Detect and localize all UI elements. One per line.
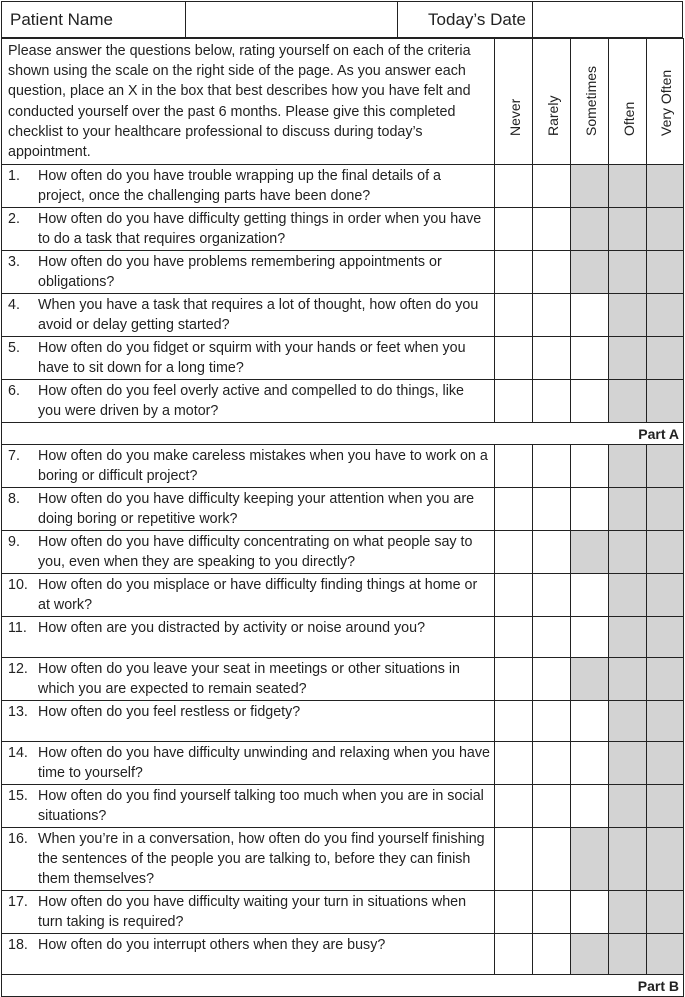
todays-date-label: Today’s Date (398, 2, 533, 37)
answer-box-rarely[interactable] (533, 701, 571, 742)
question-number: 12. (8, 661, 28, 678)
question-row (2, 658, 684, 701)
answer-box-very-often[interactable] (647, 445, 684, 488)
part-b-label: Part B (2, 975, 684, 997)
answer-box-sometimes[interactable] (571, 380, 609, 423)
question-row (2, 531, 684, 574)
question-row (2, 891, 684, 934)
answer-box-rarely[interactable] (533, 165, 571, 208)
answer-box-never[interactable] (495, 488, 533, 531)
answer-box-never[interactable] (495, 208, 533, 251)
question-number: 3. (8, 254, 20, 271)
answer-box-rarely[interactable] (533, 208, 571, 251)
scale-label: Never (506, 98, 523, 137)
answer-box-often[interactable] (609, 617, 647, 658)
scale-often (609, 39, 647, 165)
answer-box-sometimes[interactable] (571, 742, 609, 785)
answer-box-rarely[interactable] (533, 531, 571, 574)
question-text: How often do you leave your seat in meetings or other situations in which you are expected to remain seated? (38, 661, 460, 698)
question-text: How often do you misplace or have difficulty finding things at home or at work? (38, 577, 478, 614)
question-row (2, 488, 684, 531)
question-row (2, 701, 684, 742)
answer-box-very-often[interactable] (647, 531, 684, 574)
question-number: 10. (8, 577, 28, 594)
scale-very-often (647, 39, 684, 165)
question-text: How often are you distracted by activity or noise around you? (38, 620, 426, 637)
answer-box-never[interactable] (495, 658, 533, 701)
question-row (2, 828, 684, 891)
question-number: 7. (8, 448, 20, 465)
question-row (2, 251, 684, 294)
answer-box-very-often[interactable] (647, 165, 684, 208)
question-row (2, 574, 684, 617)
answer-box-sometimes[interactable] (571, 294, 609, 337)
question-cell (2, 488, 495, 531)
question-cell (2, 208, 495, 251)
question-text: How often do you interrupt others when they are busy? (38, 937, 386, 954)
question-row (2, 337, 684, 380)
answer-box-never[interactable] (495, 380, 533, 423)
answer-box-often[interactable] (609, 828, 647, 891)
question-text: How often do you have trouble wrapping up the final details of a project, once the challenging parts have been done? (38, 168, 441, 205)
question-cell (2, 445, 495, 488)
question-text: When you have a task that requires a lot of thought, how often do you avoid or delay getting started? (38, 297, 479, 334)
question-number: 4. (8, 297, 20, 314)
header-row (1, 1, 683, 38)
question-cell (2, 658, 495, 701)
answer-box-often[interactable] (609, 208, 647, 251)
answer-box-sometimes[interactable] (571, 891, 609, 934)
answer-box-often[interactable] (609, 165, 647, 208)
instructions-row (2, 39, 684, 165)
scale-never (495, 39, 533, 165)
scale-label: Very Often (658, 70, 674, 137)
answer-box-never[interactable] (495, 574, 533, 617)
question-number: 5. (8, 340, 20, 357)
answer-box-very-often[interactable] (647, 785, 684, 828)
answer-box-often[interactable] (609, 658, 647, 701)
answer-box-very-often[interactable] (647, 617, 684, 658)
question-number: 15. (8, 788, 28, 805)
scale-sometimes (571, 39, 609, 165)
answer-box-never[interactable] (495, 251, 533, 294)
question-cell (2, 785, 495, 828)
answer-box-never[interactable] (495, 891, 533, 934)
question-number: 1. (8, 168, 20, 185)
scale-label: Sometimes (582, 66, 599, 137)
answer-box-never[interactable] (495, 337, 533, 380)
answer-box-rarely[interactable] (533, 445, 571, 488)
question-number: 14. (8, 745, 28, 762)
part-a-row (2, 423, 684, 445)
answer-box-often[interactable] (609, 294, 647, 337)
answer-box-rarely[interactable] (533, 251, 571, 294)
question-text: How often do you have difficulty concentrating on what people say to you, even when they are speaking to you directly? (38, 534, 473, 571)
question-number: 11. (8, 620, 27, 637)
question-row (2, 165, 684, 208)
answer-box-very-often[interactable] (647, 934, 684, 975)
question-row (2, 208, 684, 251)
answer-box-often[interactable] (609, 701, 647, 742)
answer-box-never[interactable] (495, 165, 533, 208)
answer-box-rarely[interactable] (533, 828, 571, 891)
answer-box-never[interactable] (495, 828, 533, 891)
question-number: 8. (8, 491, 20, 508)
question-text: How often do you find yourself talking too much when you are in social situations? (38, 788, 484, 825)
answer-box-rarely[interactable] (533, 337, 571, 380)
answer-box-often[interactable] (609, 742, 647, 785)
question-number: 13. (8, 704, 28, 721)
question-text: How often do you feel overly active and compelled to do things, like you were driven by a motor? (38, 383, 464, 420)
answer-box-rarely[interactable] (533, 891, 571, 934)
question-cell (2, 701, 495, 742)
answer-box-rarely[interactable] (533, 488, 571, 531)
answer-box-often[interactable] (609, 337, 647, 380)
question-text: How often do you have difficulty waiting your turn in situations when turn taking is required? (38, 894, 467, 931)
question-cell (2, 742, 495, 785)
answer-box-very-often[interactable] (647, 488, 684, 531)
answer-box-often[interactable] (609, 488, 647, 531)
answer-box-never[interactable] (495, 701, 533, 742)
part-b-row (2, 975, 684, 997)
question-row (2, 934, 684, 975)
answer-box-sometimes[interactable] (571, 208, 609, 251)
question-number: 9. (8, 534, 20, 551)
question-table (1, 38, 684, 997)
question-text: How often do you fidget or squirm with your hands or feet when you have to sit down for a long time? (38, 340, 466, 377)
answer-box-sometimes[interactable] (571, 165, 609, 208)
answer-box-very-often[interactable] (647, 208, 684, 251)
answer-box-never[interactable] (495, 742, 533, 785)
answer-box-rarely[interactable] (533, 294, 571, 337)
asrs-checklist (1, 1, 683, 997)
question-cell (2, 574, 495, 617)
question-row (2, 742, 684, 785)
question-row (2, 294, 684, 337)
answer-box-very-often[interactable] (647, 828, 684, 891)
answer-box-very-often[interactable] (647, 658, 684, 701)
question-text: How often do you feel restless or fidgety? (38, 704, 301, 721)
patient-name-field[interactable] (186, 2, 398, 37)
scale-label: Rarely (544, 95, 561, 137)
answer-box-sometimes[interactable] (571, 445, 609, 488)
answer-box-rarely[interactable] (533, 934, 571, 975)
question-cell (2, 380, 495, 423)
question-number: 2. (8, 211, 20, 228)
question-number: 16. (8, 831, 28, 848)
answer-box-sometimes[interactable] (571, 701, 609, 742)
answer-box-sometimes[interactable] (571, 251, 609, 294)
answer-box-sometimes[interactable] (571, 934, 609, 975)
answer-box-very-often[interactable] (647, 574, 684, 617)
answer-box-rarely[interactable] (533, 785, 571, 828)
answer-box-very-often[interactable] (647, 701, 684, 742)
answer-box-sometimes[interactable] (571, 337, 609, 380)
answer-box-often[interactable] (609, 251, 647, 294)
answer-box-very-often[interactable] (647, 251, 684, 294)
answer-box-rarely[interactable] (533, 658, 571, 701)
question-text: How often do you have difficulty keeping your attention when you are doing boring or repetitive work? (38, 491, 475, 528)
answer-box-often[interactable] (609, 934, 647, 975)
question-row (2, 380, 684, 423)
question-text: When you’re in a conversation, how often do you find yourself finishing the sentences of the people you are talking to, before they can finish them themselves? (38, 831, 485, 888)
answer-box-never[interactable] (495, 445, 533, 488)
question-text: How often do you have difficulty getting things in order when you have to do a task that requires organization? (38, 211, 482, 248)
answer-box-often[interactable] (609, 891, 647, 934)
instructions-text: Please answer the questions below, rating yourself on each of the criteria shown using the scale on the right side of the page. As you answer each question, place an X in the box that best describes how you have felt and conducted yourself over the past 6 months. Please give this completed checklist to your healthcare professional to discuss during today’s appointment. (2, 39, 495, 165)
answer-box-never[interactable] (495, 531, 533, 574)
question-text: How often do you make careless mistakes when you have to work on a boring or difficult project? (38, 448, 488, 485)
question-cell (2, 617, 495, 658)
todays-date-field[interactable] (533, 2, 682, 37)
part-a-label: Part A (2, 423, 684, 445)
question-row (2, 617, 684, 658)
question-text: How often do you have difficulty unwinding and relaxing when you have time to yourself? (38, 745, 490, 782)
answer-box-often[interactable] (609, 380, 647, 423)
answer-box-very-often[interactable] (647, 742, 684, 785)
question-number: 18. (8, 937, 28, 954)
question-cell (2, 531, 495, 574)
answer-box-sometimes[interactable] (571, 617, 609, 658)
answer-box-very-often[interactable] (647, 337, 684, 380)
answer-box-often[interactable] (609, 445, 647, 488)
answer-box-rarely[interactable] (533, 380, 571, 423)
answer-box-very-often[interactable] (647, 294, 684, 337)
answer-box-rarely[interactable] (533, 617, 571, 658)
answer-box-very-often[interactable] (647, 891, 684, 934)
question-row (2, 445, 684, 488)
question-cell (2, 891, 495, 934)
answer-box-never[interactable] (495, 617, 533, 658)
question-number: 17. (8, 894, 28, 911)
question-text: How often do you have problems remembering appointments or obligations? (38, 254, 442, 291)
answer-box-sometimes[interactable] (571, 531, 609, 574)
answer-box-sometimes[interactable] (571, 828, 609, 891)
question-cell (2, 337, 495, 380)
question-cell (2, 294, 495, 337)
answer-box-never[interactable] (495, 934, 533, 975)
answer-box-never[interactable] (495, 294, 533, 337)
answer-box-sometimes[interactable] (571, 658, 609, 701)
scale-rarely (533, 39, 571, 165)
patient-name-label: Patient Name (2, 2, 186, 37)
question-cell (2, 165, 495, 208)
answer-box-sometimes[interactable] (571, 574, 609, 617)
question-number: 6. (8, 383, 20, 400)
answer-box-often[interactable] (609, 574, 647, 617)
answer-box-sometimes[interactable] (571, 785, 609, 828)
question-cell (2, 251, 495, 294)
answer-box-sometimes[interactable] (571, 488, 609, 531)
answer-box-rarely[interactable] (533, 574, 571, 617)
answer-box-often[interactable] (609, 531, 647, 574)
question-cell (2, 828, 495, 891)
question-row (2, 785, 684, 828)
scale-label: Often (620, 101, 637, 137)
answer-box-rarely[interactable] (533, 742, 571, 785)
question-cell (2, 934, 495, 975)
answer-box-very-often[interactable] (647, 380, 684, 423)
answer-box-never[interactable] (495, 785, 533, 828)
answer-box-often[interactable] (609, 785, 647, 828)
